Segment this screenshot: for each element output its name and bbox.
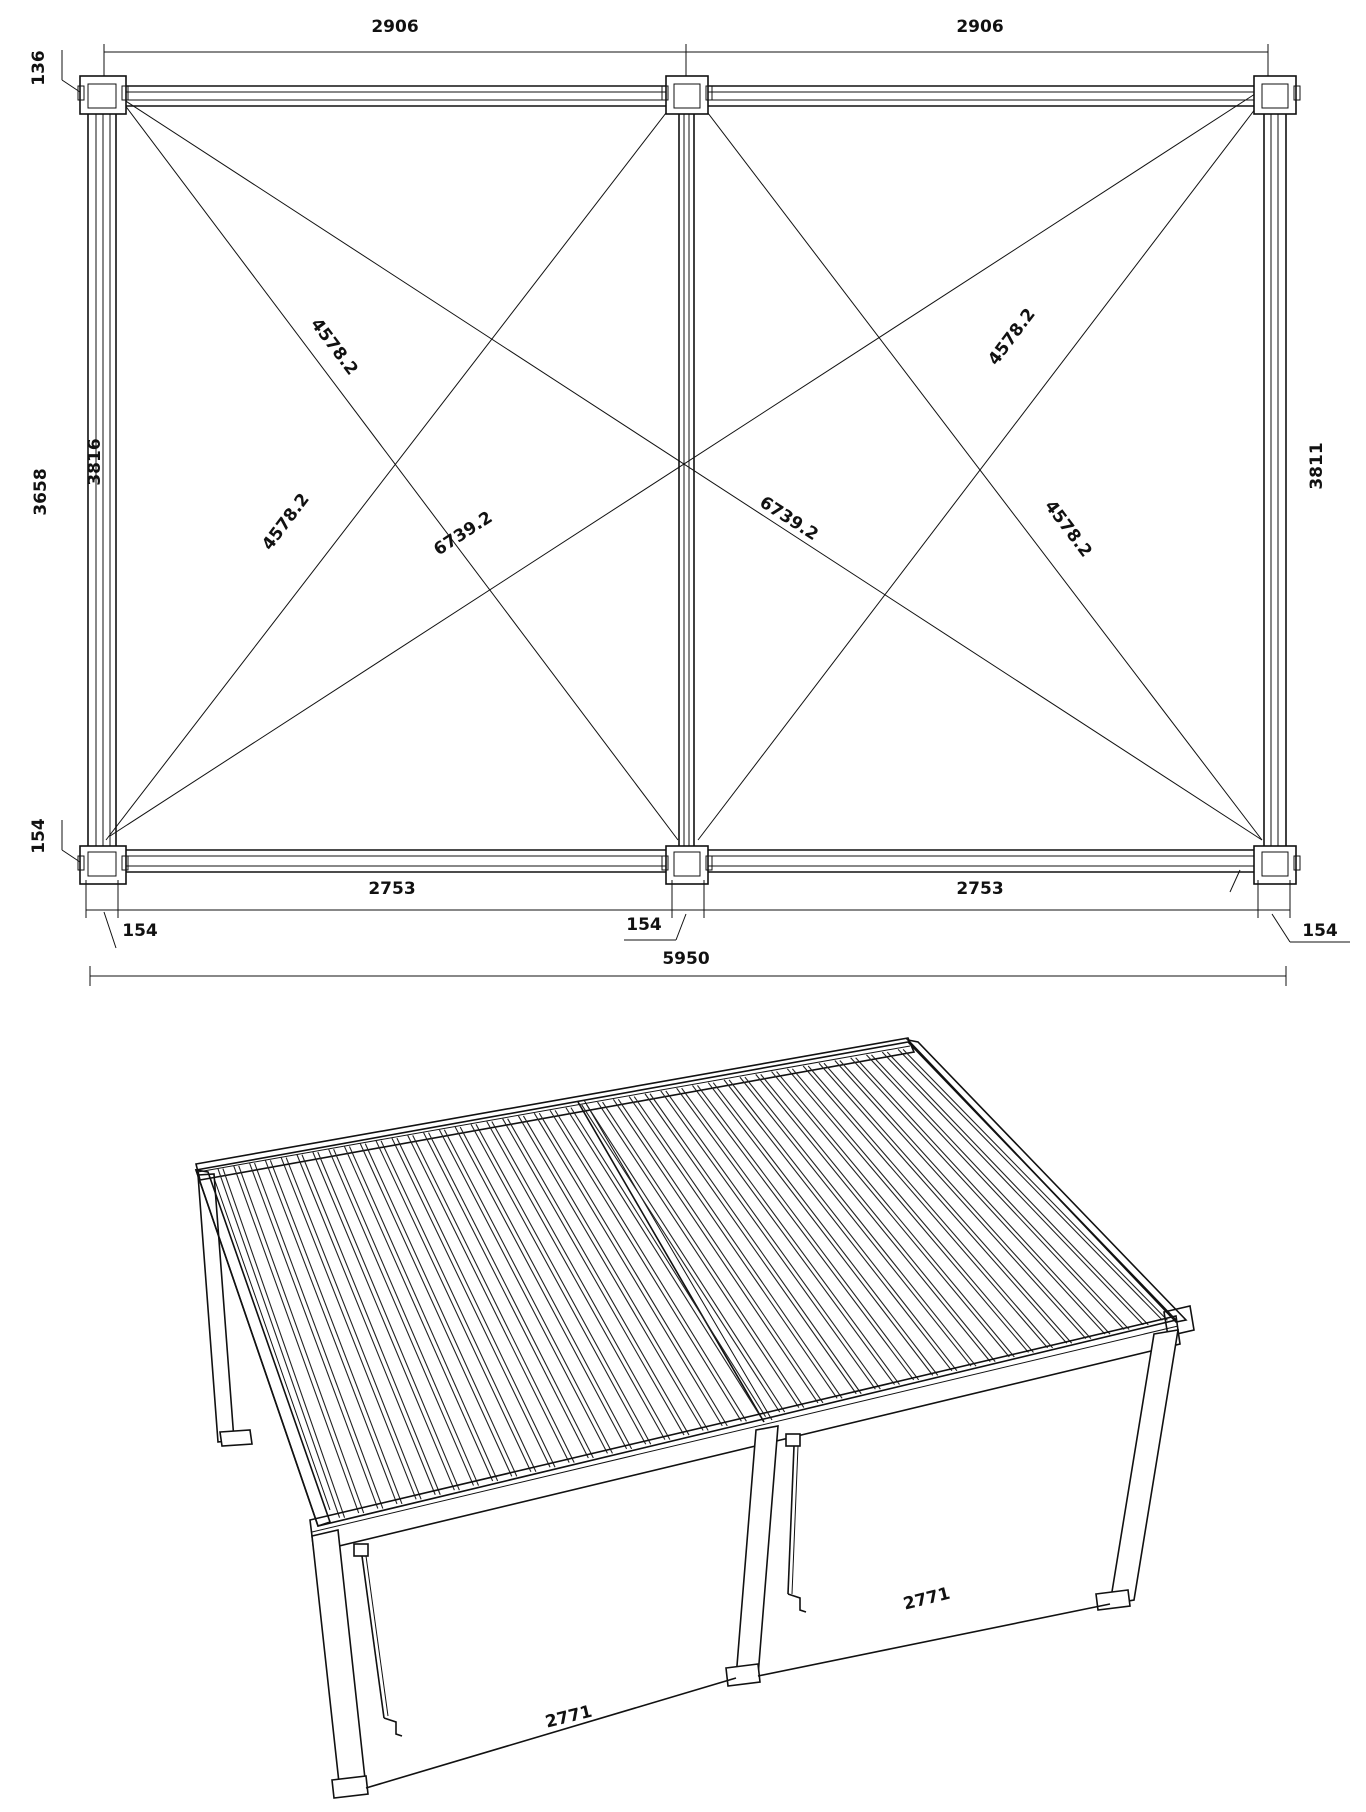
louver-slat [603, 1102, 804, 1407]
roof [196, 1038, 1186, 1526]
louver-slat [598, 1102, 799, 1407]
louver-slat [566, 1108, 761, 1417]
left-crank-handle [362, 1556, 402, 1736]
louver-slat [349, 1146, 497, 1481]
bottom-offset-label: 154 [29, 818, 49, 854]
plan-post-top-middle [662, 76, 712, 114]
plan-frame [88, 86, 1290, 872]
louver-slat [539, 1113, 727, 1426]
louver-slat [898, 1049, 1162, 1320]
plan-post-top-left [78, 76, 128, 114]
front-right-post [1096, 1330, 1178, 1610]
post-width-middle-label: 154 [626, 915, 662, 935]
front-left-post [312, 1530, 368, 1798]
louver-slat [460, 1127, 631, 1449]
louver-slat [792, 1069, 1033, 1353]
louver-slat [281, 1158, 416, 1500]
louver-slat [503, 1119, 684, 1435]
plan-post-bottom-left [78, 846, 128, 884]
louver-slat [286, 1158, 421, 1500]
diagonal-full-left-label: 6739.2 [430, 507, 497, 561]
louver-slat [455, 1127, 626, 1449]
louver-slat [713, 1083, 938, 1376]
louver-slat [413, 1135, 574, 1462]
louver-slat [677, 1088, 895, 1384]
left-height-outer-label: 3658 [31, 468, 51, 516]
louver-slat [270, 1160, 402, 1504]
louver-slat [692, 1085, 913, 1380]
plan-post-bottom-middle [662, 846, 712, 884]
top-dimension-line [104, 17, 1268, 76]
left-offset-dimensions [29, 50, 80, 862]
diagonal-lower-right-label: 4578.2 [1040, 496, 1096, 562]
left-height-inner-label: 3816 [85, 438, 105, 486]
louver-slat [392, 1138, 550, 1467]
right-height-label: 3811 [1307, 442, 1327, 490]
perspective-view [196, 1038, 1194, 1798]
right-crank-handle [788, 1446, 806, 1612]
overall-length-label: 5950 [662, 949, 710, 969]
louver-slat [555, 1110, 746, 1421]
diagonal-lower-left-label: 4578.2 [258, 489, 314, 555]
plan-view [29, 17, 1350, 986]
louver-slat [582, 1105, 780, 1412]
louver-slat [313, 1152, 455, 1490]
post-width-right-label: 154 [1302, 921, 1338, 941]
post-width-dimensions [104, 912, 1350, 948]
post-width-left-label: 154 [122, 921, 158, 941]
front-span-right-label: 2771 [901, 1583, 953, 1615]
bottom-inner-dimension-line [86, 879, 1290, 918]
louver-slat [297, 1155, 435, 1495]
overall-length-dimension [90, 949, 1286, 986]
top-span-left-label: 2906 [371, 17, 419, 37]
diagonal-full-right-label: 6739.2 [755, 492, 822, 546]
top-offset-label: 136 [29, 50, 49, 86]
plan-post-bottom-right [1254, 846, 1300, 884]
louver-slat [223, 1169, 345, 1518]
diagonal-upper-right-label: 4578.2 [984, 304, 1040, 370]
louver-slat [397, 1138, 555, 1467]
louver-slat [534, 1113, 722, 1426]
louver-slat [265, 1160, 397, 1504]
louver-slat [903, 1049, 1167, 1320]
bottom-span-left-label: 2753 [368, 879, 416, 899]
louver-slat [724, 1080, 952, 1371]
front-span-left-label: 2771 [543, 1701, 595, 1733]
louver-slat [618, 1099, 823, 1403]
plan-post-top-right [1254, 76, 1300, 114]
louver-slat [808, 1066, 1052, 1348]
louver-slat [761, 1074, 995, 1361]
louver-slat [318, 1152, 460, 1490]
louver-slat [729, 1080, 957, 1371]
louver-slat [803, 1066, 1047, 1348]
louver-slat [882, 1052, 1143, 1325]
top-span-right-label: 2906 [956, 17, 1004, 37]
ground-lines [366, 1604, 1110, 1788]
louver-slats [218, 1049, 1168, 1517]
bottom-span-right-label: 2753 [956, 879, 1004, 899]
diagonal-upper-left-label: 4578.2 [306, 314, 362, 380]
louver-slat [819, 1063, 1067, 1343]
